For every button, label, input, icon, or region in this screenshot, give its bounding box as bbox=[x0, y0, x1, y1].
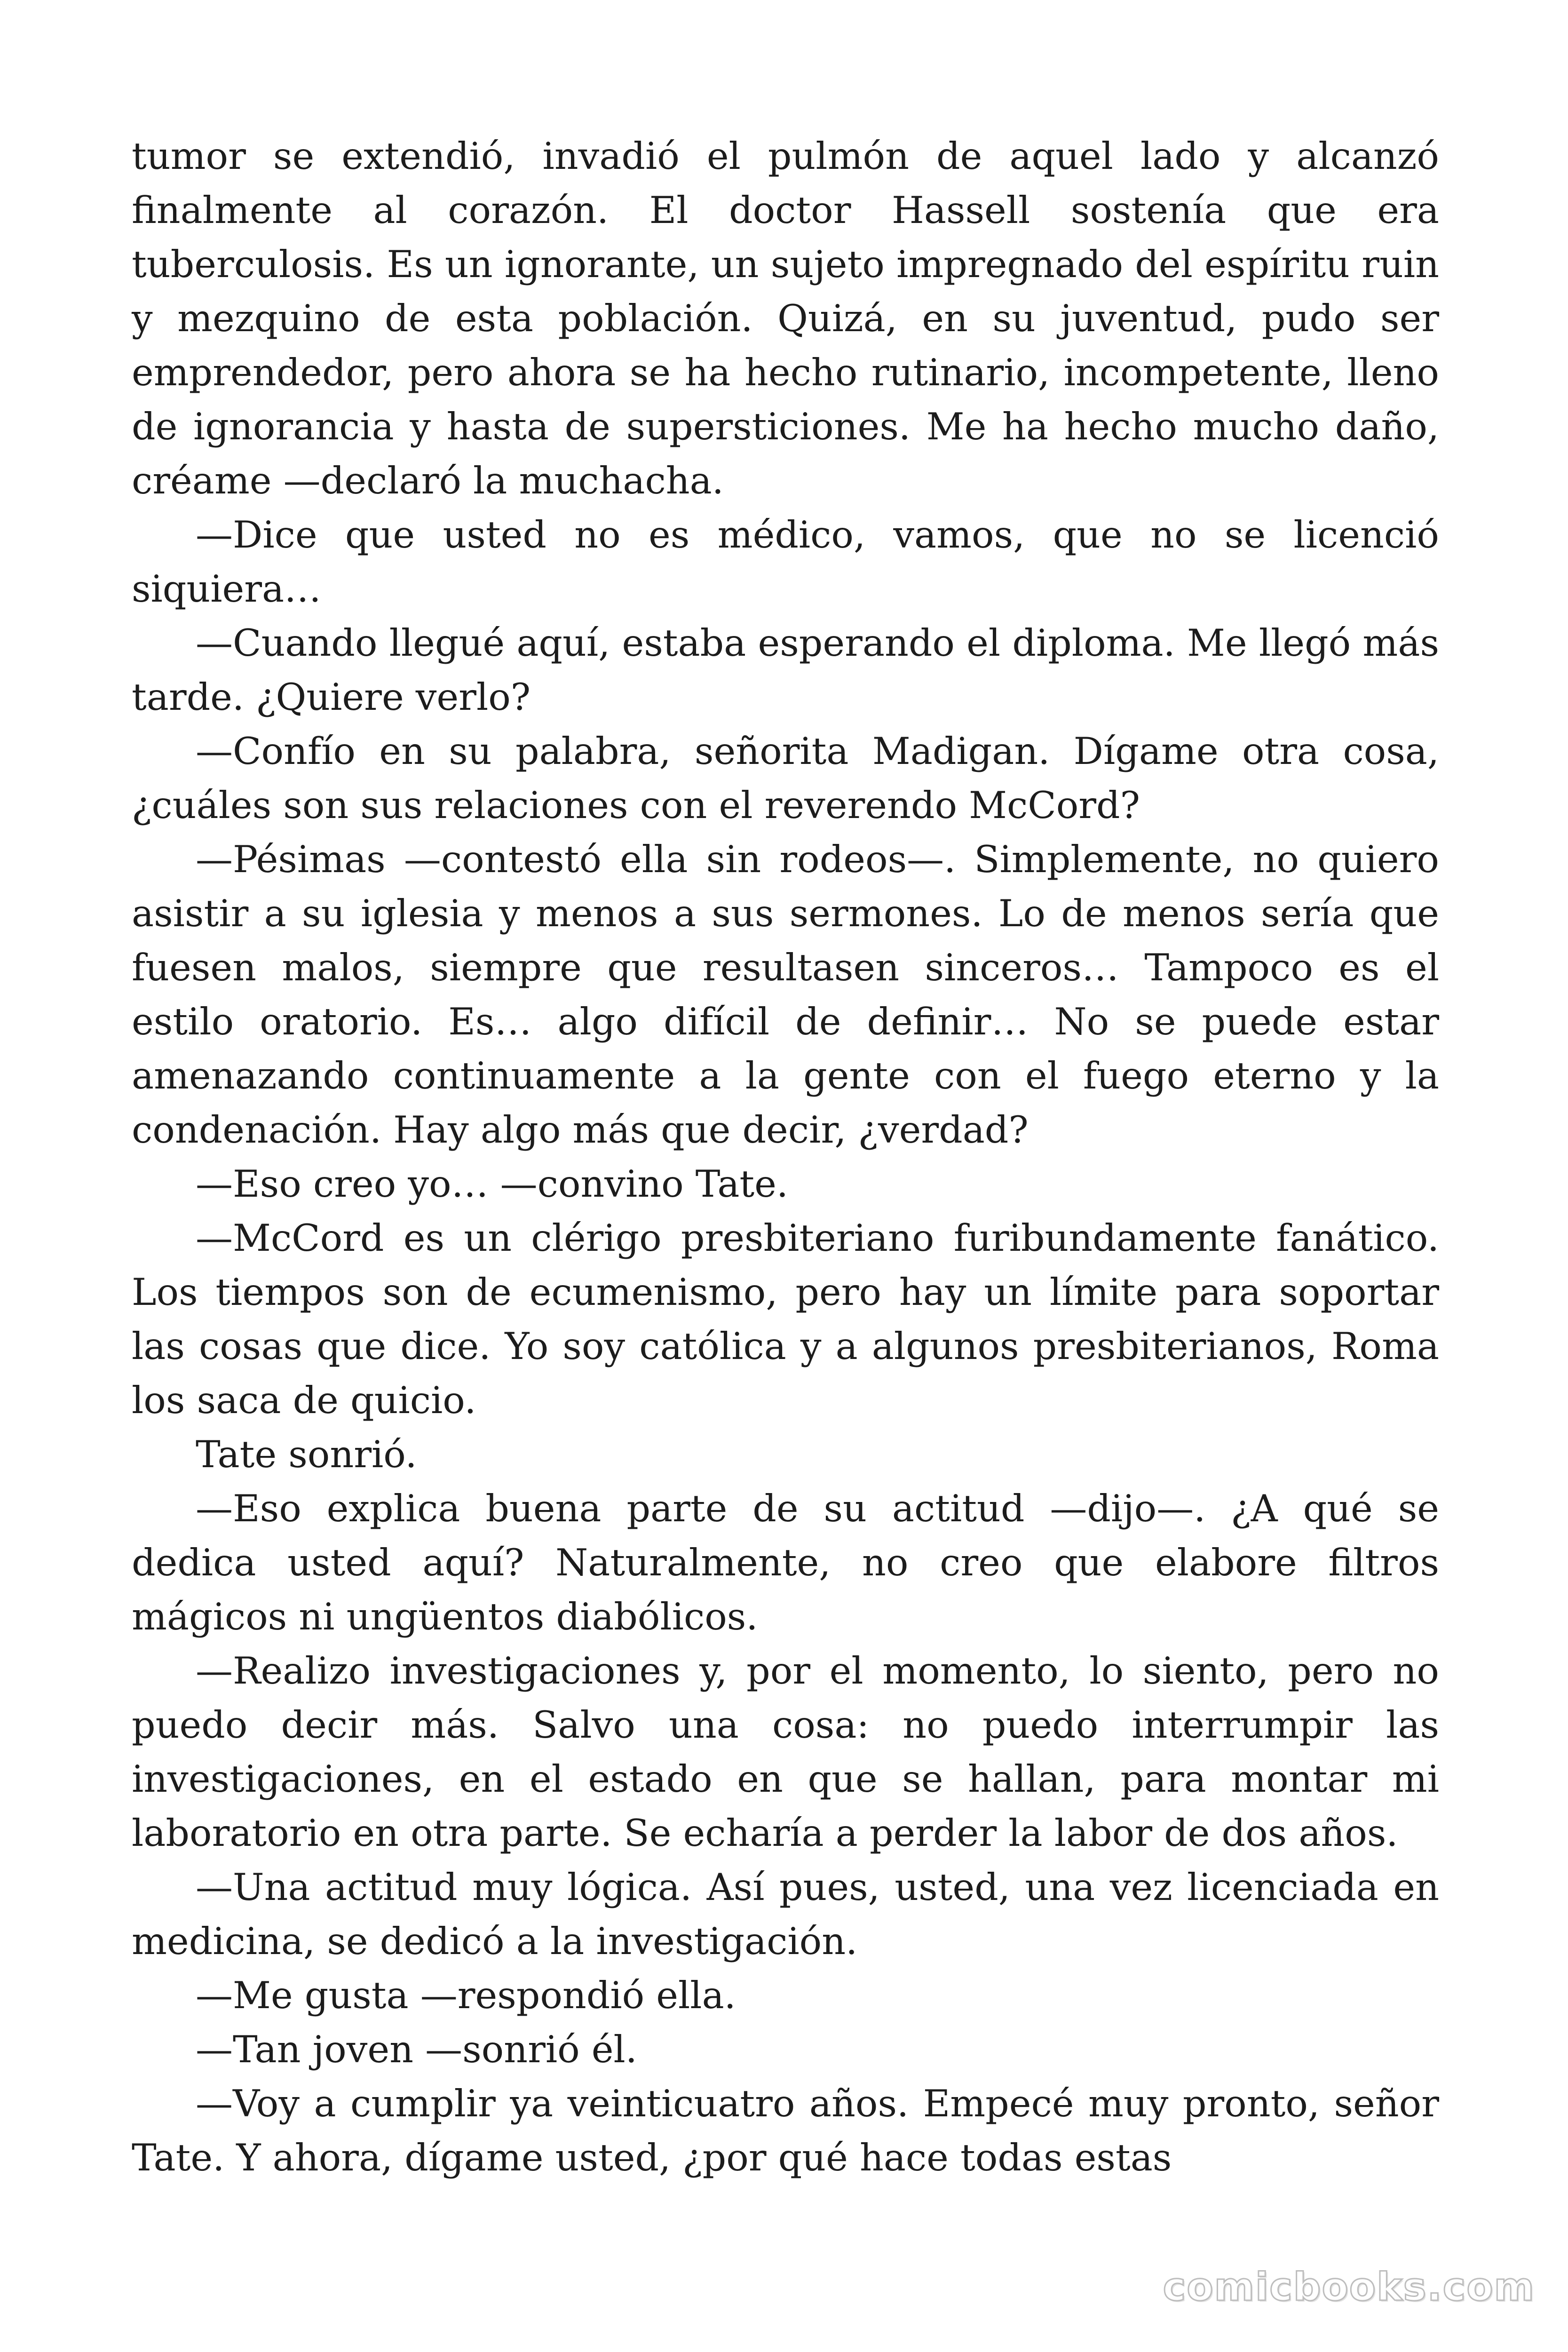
paragraph: —Eso creo yo… —convino Tate. bbox=[196, 1162, 789, 1206]
paragraph: —McCord es un clérigo presbiteriano furibundamente fanático. Los tiempos son de ecumenismo, pero hay un límite para soportar las cosas que dice. Yo soy católica y a algunos presbiterianos, Roma los saca de quicio. bbox=[132, 1216, 1439, 1422]
paragraph: —Tan joven —sonrió él. bbox=[196, 2028, 637, 2071]
paragraph: —Dice que usted no es médico, vamos, que no se licenció siquiera… bbox=[132, 513, 1439, 611]
paragraph: —Pésimas —contestó ella sin rodeos—. Simplemente, no quiero asistir a su iglesia y menos a sus sermones. Lo de menos sería que fuesen malos, siempre que resultasen sinceros… Tampoco es el estilo oratorio. Es… algo difícil de definir… No se puede estar amenazando continuamente a la gente con el fuego eterno y la condenación. Hay algo más que decir, ¿verdad? bbox=[132, 838, 1439, 1152]
paragraph-continuation: tumor se extendió, invadió el pulmón de aquel lado y alcanzó finalmente al corazón. El doctor Hassell sostenía que era tuberculosis. Es un ignorante, un sujeto impregnado del espíritu ruin y mezquino de esta población. Quizá, en su juventud, pudo ser emprendedor, pero ahora se ha hecho rutinario, incompetente, lleno de ignorancia y hasta de supersticiones. Me ha hecho mucho daño, créame —declaró la muchacha. bbox=[132, 135, 1439, 502]
paragraph: —Eso explica buena parte de su actitud —dijo—. ¿A qué se dedica usted aquí? Naturalmente, no creo que elabore filtros mágicos ni ungüentos diabólicos. bbox=[132, 1487, 1439, 1638]
paragraph: —Realizo investigaciones y, por el momento, lo siento, pero no puedo decir más. Salvo una cosa: no puedo interrumpir las investigaciones, en el estado en que se hallan, para montar mi laboratorio en otra parte. Se echaría a perder la labor de dos años. bbox=[132, 1649, 1439, 1855]
page-body bbox=[132, 129, 1439, 2185]
paragraph: —Una actitud muy lógica. Así pues, usted, una vez licenciada en medicina, se dedicó a la investigación. bbox=[132, 1866, 1439, 1963]
paragraph: Tate sonrió. bbox=[196, 1433, 417, 1476]
paragraph: —Confío en su palabra, señorita Madigan. Dígame otra cosa, ¿cuáles son sus relaciones con el reverendo McCord? bbox=[132, 730, 1439, 827]
paragraph: —Cuando llegué aquí, estaba esperando el diploma. Me llegó más tarde. ¿Quiere verlo? bbox=[132, 621, 1439, 719]
watermark: comicbooks.com bbox=[1163, 2265, 1535, 2310]
paragraph: —Me gusta —respondió ella. bbox=[196, 1974, 736, 2017]
paragraph-last: —Voy a cumplir ya veinticuatro años. Empecé muy pronto, señor Tate. Y ahora, dígame usted, ¿por qué hace todas estas bbox=[132, 2082, 1439, 2179]
